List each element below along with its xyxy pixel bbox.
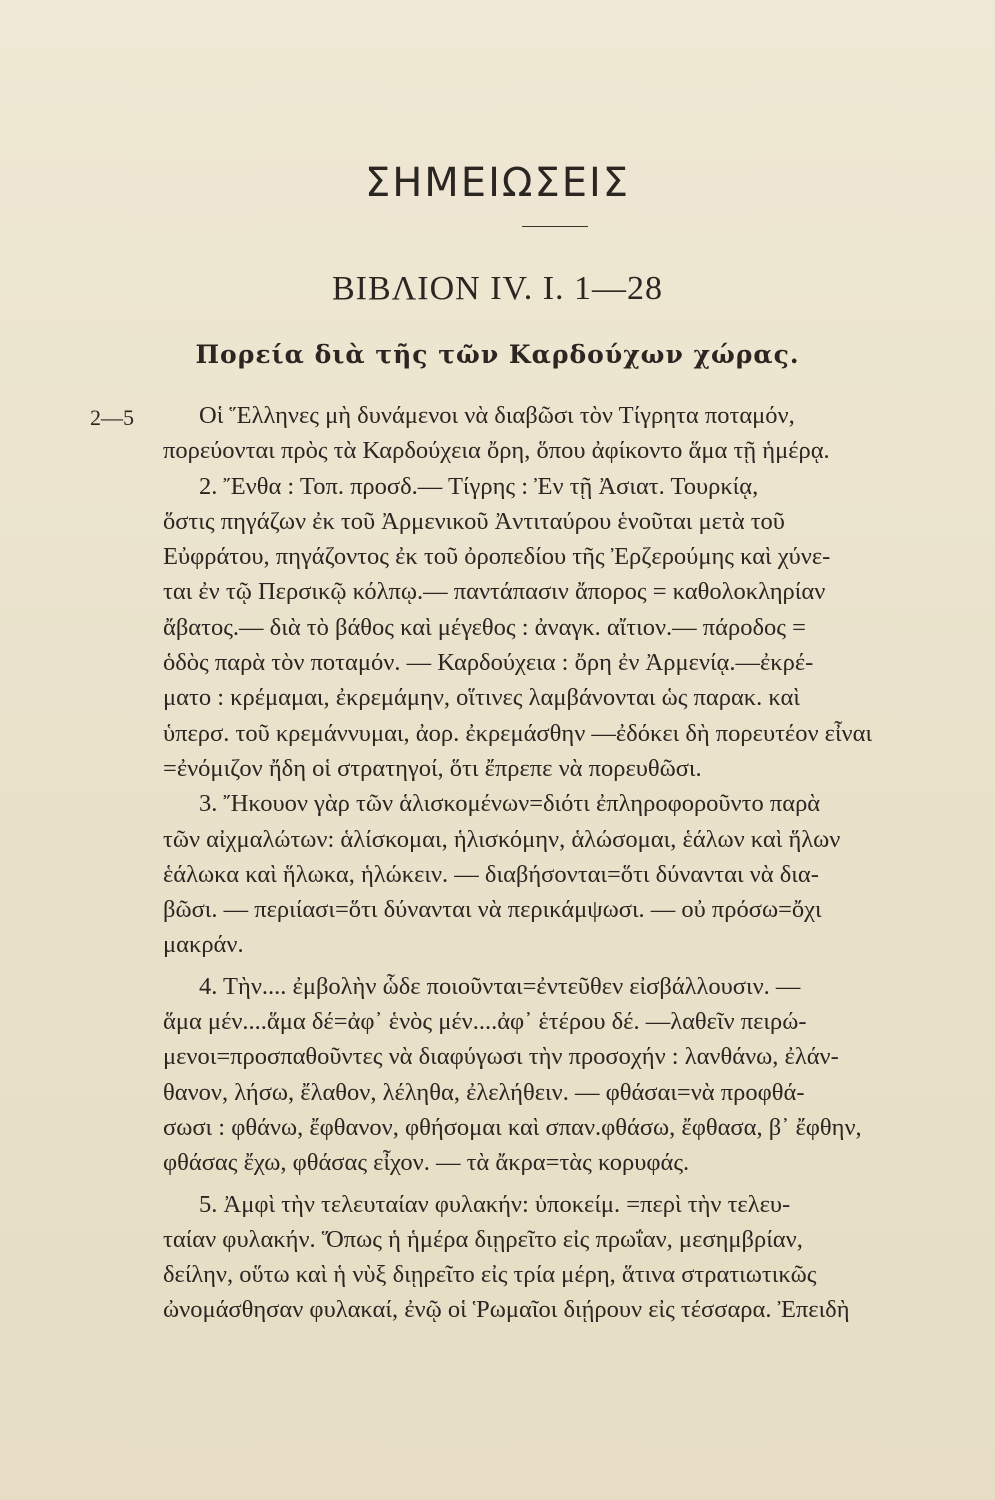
text-line: =ἐνόμιζον ἤδη οἱ στρατηγοί, ὅτι ἔπρεπε νὰ πορευθῶσι. <box>163 754 702 782</box>
notes-body <box>163 398 953 1328</box>
text-line: Εὐφράτου, πηγάζοντος ἐκ τοῦ ὀροπεδίου τῆς Ἐρζερούμης καὶ χύνε- <box>163 543 831 571</box>
book-title: ΒΙΒΛΙΟΝ IV. I. 1—28 <box>331 270 664 307</box>
text-line: θανον, λήσω, ἔλαθον, λέληθα, ἐλελήθειν. — φθάσαι=νὰ προφθά- <box>163 1078 805 1106</box>
text-line: ὁδὸς παρὰ τὸν ποταμόν. — Καρδούχεια : ὄρη ἐν Ἀρμενίᾳ.—ἐκρέ- <box>163 649 814 677</box>
section-title: Πορεία διὰ τῆς τῶν Καρδούχων χώρας. <box>195 340 800 369</box>
text-line: σωσι : φθάνω, ἔφθανον, φθήσομαι καὶ σπαν.φθάσω, ἔφθασα, β᾽ ἔφθην, <box>163 1113 862 1141</box>
margin-reference: 2—5 <box>90 405 134 430</box>
text-line: ται ἐν τῷ Περσικῷ κόλπῳ.— παντάπασιν ἄπορος = καθολοκληρίαν <box>163 578 826 606</box>
text-line: τῶν αἰχμαλώτων: ἁλίσκομαι, ἡλισκόμην, ἁλώσομαι, ἑάλων καὶ ἥλων <box>163 825 841 853</box>
text-line: ματο : κρέμαμαι, ἐκρεμάμην, οἵτινες λαμβάνονται ὡς παρακ. καὶ <box>163 684 800 712</box>
text-line: ὑπερσ. τοῦ κρεμάννυμαι, ἀορ. ἐκρεμάσθην —ἐδόκει δὴ πορευτέον εἶναι <box>163 719 873 747</box>
text-line: Οἱ Ἕλληνες μὴ δυνάμενοι νὰ διαβῶσι τὸν Τίγρητα ποταμόν, <box>199 402 795 429</box>
text-line: πορεύονται πρὸς τὰ Καρδούχεια ὄρη, ὅπου ἀφίκοντο ἅμα τῇ ἡμέρᾳ. <box>163 437 830 465</box>
text-line: μακράν. <box>163 931 244 959</box>
text-line: μενοι=προσπαθοῦντες νὰ διαφύγωσι τὴν προσοχήν : λανθάνω, ἐλάν- <box>163 1043 839 1071</box>
text-line: ἑάλωκα καὶ ἥλωκα, ἡλώκειν. — διαβήσονται=ὅτι δύνανται νὰ δια- <box>163 860 819 888</box>
text-line: ὅστις πηγάζων ἐκ τοῦ Ἀρμενικοῦ Ἀντιταύρου ἑνοῦται μετὰ τοῦ <box>163 507 785 535</box>
text-line: 4. Τὴν.... ἐμβολὴν ὧδε ποιοῦνται=ἐντεῦθεν εἰσβάλλουσιν. — <box>199 972 801 1000</box>
text-line: 3. Ἤκουον γὰρ τῶν ἁλισκομένων=διότι ἐπληροφοροῦντο παρὰ <box>199 790 821 818</box>
notes-heading: ΣΗΜΕΙΩΣΕΙΣ <box>364 160 631 206</box>
text-line: ἄβατος.— διὰ τὸ βάθος καὶ μέγεθος : ἀναγκ. αἴτιον.— πάροδος = <box>163 613 806 641</box>
text-line: ἅμα μέν....ἅμα δέ=ἀφ᾽ ἑνὸς μέν....ἀφ᾽ ἑτέρου δέ. —λαθεῖν πειρώ- <box>163 1008 807 1036</box>
heading-rule <box>522 226 588 227</box>
text-line: φθάσας ἔχω, φθάσας εἶχον. — τὰ ἄκρα=τὰς κορυφάς. <box>163 1149 690 1177</box>
text-line: ταίαν φυλακήν. Ὅπως ἡ ἡμέρα διῃρεῖτο εἰς πρωΐαν, μεσημβρίαν, <box>163 1225 803 1253</box>
text-line: ὠνομάσθησαν φυλακαί, ἐνῷ οἱ Ῥωμαῖοι διῄρουν εἰς τέσσαρα. Ἐπειδὴ <box>163 1296 850 1324</box>
text-line: βῶσι. — περιίασι=ὅτι δύνανται νὰ περικάμψωσι. — οὐ πρόσω=ὄχι <box>163 896 822 924</box>
text-line: 2. Ἔνθα : Τοπ. προσδ.— Τίγρης : Ἐν τῇ Ἀσιατ. Τουρκίᾳ, <box>199 472 759 500</box>
text-line: δείλην, οὕτω καὶ ἡ νὺξ διῃρεῖτο εἰς τρία μέρη, ἅτινα στρατιωτικῶς <box>163 1261 817 1289</box>
text-line: 5. Ἀμφὶ τὴν τελευταίαν φυλακήν: ὑποκείμ. =περὶ τὴν τελευ- <box>199 1190 791 1218</box>
